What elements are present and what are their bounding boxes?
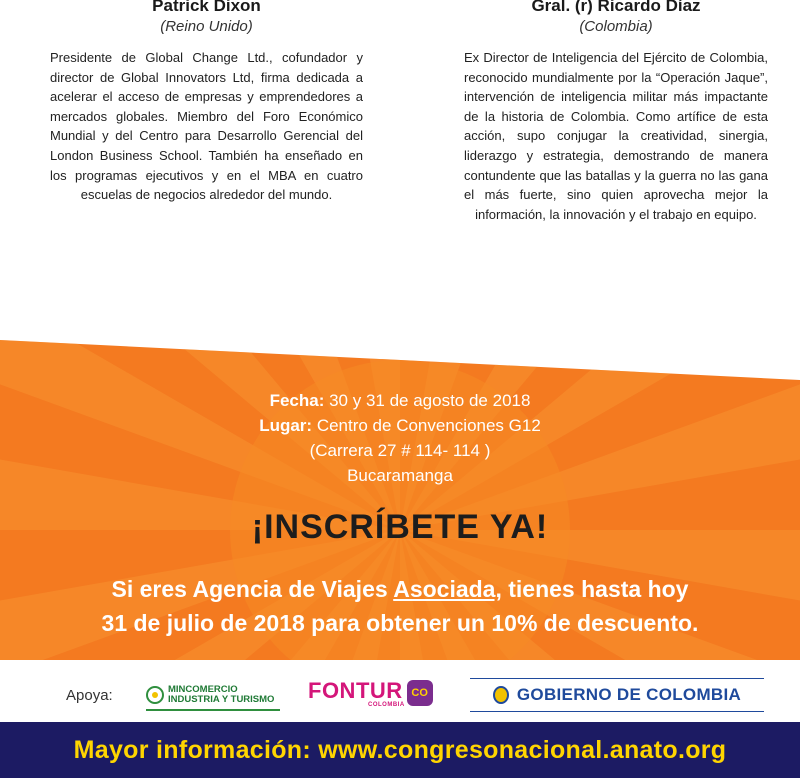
event-details bbox=[0, 388, 800, 488]
mincomercio-line-1: MINCOMERCIO bbox=[168, 684, 238, 695]
mincomercio-logo bbox=[146, 682, 280, 708]
sponsors-label: Apoya: bbox=[66, 687, 113, 704]
associated-link[interactable]: Asociada, bbox=[393, 576, 502, 602]
promo-text bbox=[0, 572, 800, 640]
speaker-ricardo-diaz bbox=[464, 0, 768, 224]
more-info-link[interactable]: Mayor información: www.congresonacional.anato.org bbox=[73, 735, 727, 764]
register-cta: ¡INSCRÍBETE YA! bbox=[251, 508, 549, 546]
date-label: Fecha: bbox=[269, 391, 325, 410]
date-value: 30 y 31 de agosto de 2018 bbox=[329, 391, 531, 410]
speaker-patrick-dixon bbox=[50, 0, 363, 205]
fontur-sub: COLOMBIA bbox=[368, 702, 405, 708]
place-value: Centro de Convenciones G12 bbox=[316, 416, 541, 435]
speaker-bio: Ex Director de Inteligencia del Ejército de Colombia, reconocido mundialmente por la “Operación Jaque”, intervención de inteligencia militar más impactante de la historia de Colombia. Como artífice de esta acción, supo conjugar la creatividad, sinergia, liderazgo y estrategia, demostrando de manera contundente que las batallas y la guerra no las gana el más fuerte, sino quien aprovecha mejor la información, la innovación y el trabajo en equipo. bbox=[464, 50, 768, 222]
fontur-logo bbox=[308, 680, 433, 706]
fontur-word: FONTUR bbox=[308, 678, 403, 703]
event-place bbox=[0, 413, 800, 438]
speaker-name: Gral. (r) Ricardo Díaz bbox=[531, 0, 701, 15]
footer-bar bbox=[0, 722, 800, 778]
speaker-country: (Colombia) bbox=[579, 18, 653, 35]
event-address: (Carrera 27 # 114- 114 ) bbox=[309, 441, 491, 460]
promo-line-1 bbox=[0, 572, 800, 606]
colombia-seal-icon bbox=[146, 686, 164, 704]
promo-line-2: 31 de julio de 2018 para obtener un 10% de descuento. bbox=[101, 610, 699, 636]
mincomercio-line-2: INDUSTRIA Y TURISMO bbox=[168, 694, 275, 705]
coat-of-arms-icon bbox=[493, 686, 509, 704]
gobierno-logo bbox=[470, 678, 764, 712]
place-label: Lugar: bbox=[259, 416, 313, 435]
event-city: Bucaramanga bbox=[347, 466, 453, 485]
promo-post: tienes hasta hoy bbox=[501, 576, 689, 602]
gobierno-text: GOBIERNO DE COLOMBIA bbox=[516, 685, 742, 704]
co-badge-icon: CO bbox=[407, 680, 433, 706]
promo-pre: Si eres Agencia de Viajes bbox=[111, 576, 394, 602]
speaker-name: Patrick Dixon bbox=[152, 0, 261, 15]
speaker-country: (Reino Unido) bbox=[160, 18, 253, 35]
event-date bbox=[0, 388, 800, 413]
speaker-bio: Presidente de Global Change Ltd., cofundador y director de Global Innovators Ltd, firma dedicada a acelerar el acceso de empresas y emprendedores a mercados globales. Miembro del Foro Económico Mundial y del Centro para Desarrollo Gerencial del London Business School. También ha enseñado en los programas ejecutivos y en el MBA en cuatro escuelas de negocios alrededor del mundo. bbox=[50, 50, 363, 203]
sponsors-bar bbox=[0, 660, 800, 722]
